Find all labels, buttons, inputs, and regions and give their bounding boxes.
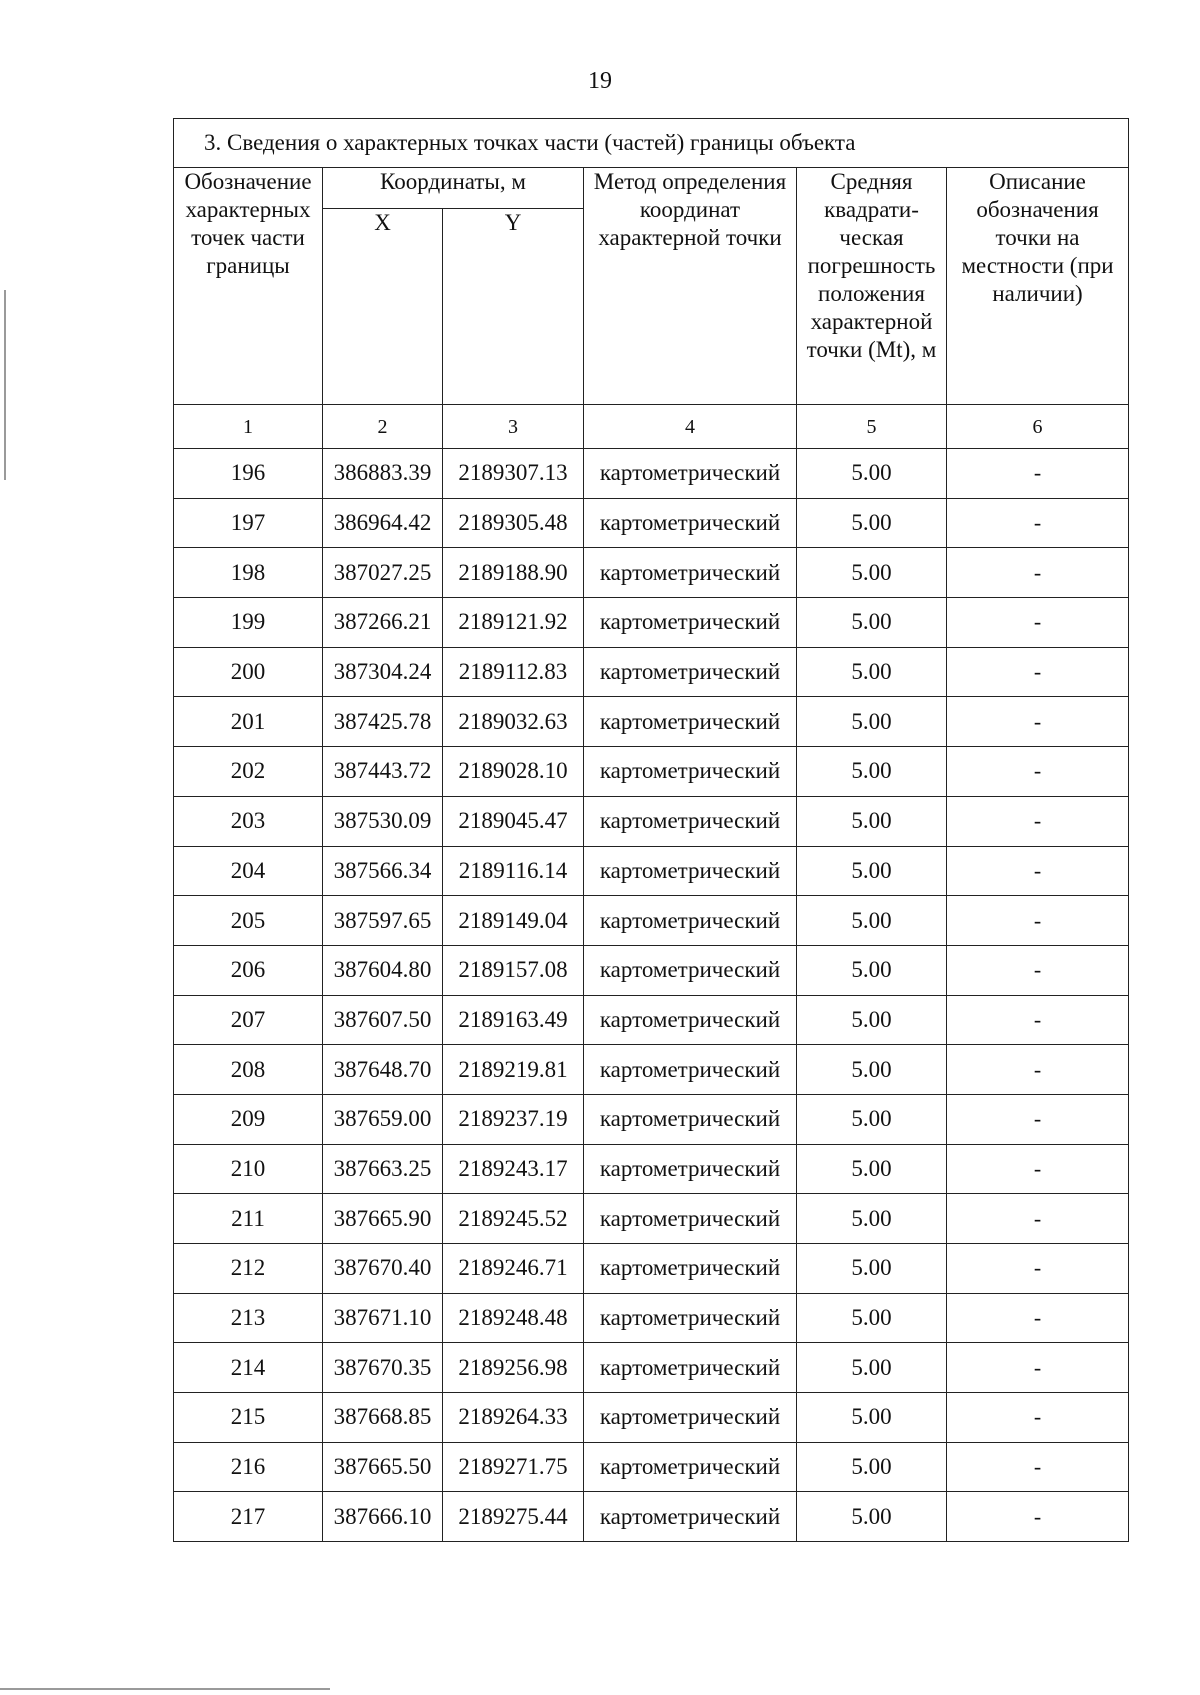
method-cell: картометрический bbox=[584, 1293, 797, 1343]
error-cell: 5.00 bbox=[797, 548, 947, 598]
x-coordinate-cell: 387304.24 bbox=[323, 647, 443, 697]
y-coordinate-cell: 2189248.48 bbox=[443, 1293, 584, 1343]
description-cell: - bbox=[947, 945, 1129, 995]
table-row bbox=[174, 598, 1129, 648]
method-cell: картометрический bbox=[584, 846, 797, 896]
description-cell: - bbox=[947, 1343, 1129, 1393]
point-number-cell: 207 bbox=[174, 995, 323, 1045]
description-cell: - bbox=[947, 548, 1129, 598]
point-number-cell: 211 bbox=[174, 1194, 323, 1244]
header-designation: Обозначение характерных точек части границы bbox=[174, 168, 323, 405]
table-row bbox=[174, 1094, 1129, 1144]
y-coordinate-cell: 2189243.17 bbox=[443, 1144, 584, 1194]
point-number-cell: 199 bbox=[174, 598, 323, 648]
description-cell: - bbox=[947, 1144, 1129, 1194]
y-coordinate-cell: 2189305.48 bbox=[443, 498, 584, 548]
x-coordinate-cell: 387648.70 bbox=[323, 1045, 443, 1095]
error-cell: 5.00 bbox=[797, 1343, 947, 1393]
table-row bbox=[174, 747, 1129, 797]
description-cell: - bbox=[947, 747, 1129, 797]
point-number-cell: 209 bbox=[174, 1094, 323, 1144]
method-cell: картометрический bbox=[584, 1442, 797, 1492]
error-cell: 5.00 bbox=[797, 995, 947, 1045]
y-coordinate-cell: 2189245.52 bbox=[443, 1194, 584, 1244]
table-row bbox=[174, 1442, 1129, 1492]
x-coordinate-cell: 387443.72 bbox=[323, 747, 443, 797]
method-cell: картометрический bbox=[584, 598, 797, 648]
method-cell: картометрический bbox=[584, 1045, 797, 1095]
table-row bbox=[174, 1045, 1129, 1095]
method-cell: картометрический bbox=[584, 1393, 797, 1443]
error-cell: 5.00 bbox=[797, 846, 947, 896]
method-cell: картометрический bbox=[584, 1343, 797, 1393]
header-description: Описание обозначения точки на местности (при наличии) bbox=[947, 168, 1129, 405]
description-cell: - bbox=[947, 796, 1129, 846]
error-cell: 5.00 bbox=[797, 1194, 947, 1244]
x-coordinate-cell: 387665.50 bbox=[323, 1442, 443, 1492]
point-number-cell: 196 bbox=[174, 449, 323, 499]
section-title-row bbox=[174, 119, 1129, 168]
scan-artifact-left bbox=[4, 290, 6, 480]
error-cell: 5.00 bbox=[797, 1094, 947, 1144]
table-row bbox=[174, 896, 1129, 946]
description-cell: - bbox=[947, 896, 1129, 946]
point-number-cell: 210 bbox=[174, 1144, 323, 1194]
error-cell: 5.00 bbox=[797, 796, 947, 846]
y-coordinate-cell: 2189271.75 bbox=[443, 1442, 584, 1492]
table-row bbox=[174, 449, 1129, 499]
x-coordinate-cell: 387566.34 bbox=[323, 846, 443, 896]
boundary-points-table bbox=[173, 118, 1129, 1542]
y-coordinate-cell: 2189188.90 bbox=[443, 548, 584, 598]
description-cell: - bbox=[947, 598, 1129, 648]
y-coordinate-cell: 2189307.13 bbox=[443, 449, 584, 499]
table-row bbox=[174, 945, 1129, 995]
method-cell: картометрический bbox=[584, 1144, 797, 1194]
x-coordinate-cell: 387668.85 bbox=[323, 1393, 443, 1443]
description-cell: - bbox=[947, 1442, 1129, 1492]
x-coordinate-cell: 387665.90 bbox=[323, 1194, 443, 1244]
header-x: X bbox=[323, 209, 443, 405]
method-cell: картометрический bbox=[584, 945, 797, 995]
y-coordinate-cell: 2189237.19 bbox=[443, 1094, 584, 1144]
y-coordinate-cell: 2189246.71 bbox=[443, 1244, 584, 1294]
method-cell: картометрический bbox=[584, 747, 797, 797]
y-coordinate-cell: 2189219.81 bbox=[443, 1045, 584, 1095]
x-coordinate-cell: 387670.35 bbox=[323, 1343, 443, 1393]
point-number-cell: 205 bbox=[174, 896, 323, 946]
method-cell: картометрический bbox=[584, 697, 797, 747]
error-cell: 5.00 bbox=[797, 747, 947, 797]
table-row bbox=[174, 1293, 1129, 1343]
method-cell: картометрический bbox=[584, 1492, 797, 1542]
error-cell: 5.00 bbox=[797, 896, 947, 946]
method-cell: картометрический bbox=[584, 1194, 797, 1244]
x-coordinate-cell: 387604.80 bbox=[323, 945, 443, 995]
header-coordinates: Координаты, м bbox=[323, 168, 584, 209]
point-number-cell: 216 bbox=[174, 1442, 323, 1492]
y-coordinate-cell: 2189264.33 bbox=[443, 1393, 584, 1443]
table-row bbox=[174, 1194, 1129, 1244]
error-cell: 5.00 bbox=[797, 1442, 947, 1492]
error-cell: 5.00 bbox=[797, 945, 947, 995]
description-cell: - bbox=[947, 1293, 1129, 1343]
description-cell: - bbox=[947, 846, 1129, 896]
y-coordinate-cell: 2189032.63 bbox=[443, 697, 584, 747]
description-cell: - bbox=[947, 1045, 1129, 1095]
x-coordinate-cell: 387027.25 bbox=[323, 548, 443, 598]
error-cell: 5.00 bbox=[797, 647, 947, 697]
point-number-cell: 204 bbox=[174, 846, 323, 896]
table-row bbox=[174, 1144, 1129, 1194]
table-row bbox=[174, 1343, 1129, 1393]
table-row bbox=[174, 548, 1129, 598]
x-coordinate-cell: 387663.25 bbox=[323, 1144, 443, 1194]
point-number-cell: 213 bbox=[174, 1293, 323, 1343]
x-coordinate-cell: 387530.09 bbox=[323, 796, 443, 846]
description-cell: - bbox=[947, 1094, 1129, 1144]
y-coordinate-cell: 2189256.98 bbox=[443, 1343, 584, 1393]
x-coordinate-cell: 386964.42 bbox=[323, 498, 443, 548]
method-cell: картометрический bbox=[584, 449, 797, 499]
method-cell: картометрический bbox=[584, 1244, 797, 1294]
description-cell: - bbox=[947, 697, 1129, 747]
description-cell: - bbox=[947, 498, 1129, 548]
description-cell: - bbox=[947, 449, 1129, 499]
y-coordinate-cell: 2189045.47 bbox=[443, 796, 584, 846]
x-coordinate-cell: 387425.78 bbox=[323, 697, 443, 747]
table-row bbox=[174, 697, 1129, 747]
point-number-cell: 198 bbox=[174, 548, 323, 598]
x-coordinate-cell: 387659.00 bbox=[323, 1094, 443, 1144]
column-number-row bbox=[174, 405, 1129, 449]
y-coordinate-cell: 2189121.92 bbox=[443, 598, 584, 648]
point-number-cell: 212 bbox=[174, 1244, 323, 1294]
point-number-cell: 201 bbox=[174, 697, 323, 747]
x-coordinate-cell: 387670.40 bbox=[323, 1244, 443, 1294]
description-cell: - bbox=[947, 1244, 1129, 1294]
error-cell: 5.00 bbox=[797, 1244, 947, 1294]
point-number-cell: 206 bbox=[174, 945, 323, 995]
point-number-cell: 208 bbox=[174, 1045, 323, 1095]
description-cell: - bbox=[947, 1194, 1129, 1244]
description-cell: - bbox=[947, 1492, 1129, 1542]
error-cell: 5.00 bbox=[797, 1492, 947, 1542]
method-cell: картометрический bbox=[584, 647, 797, 697]
y-coordinate-cell: 2189028.10 bbox=[443, 747, 584, 797]
column-number: 5 bbox=[797, 405, 947, 449]
table-row bbox=[174, 846, 1129, 896]
column-number: 6 bbox=[947, 405, 1129, 449]
section-title: 3. Сведения о характерных точках части (частей) границы объекта bbox=[174, 119, 1129, 168]
table-row bbox=[174, 498, 1129, 548]
header-row-1 bbox=[174, 168, 1129, 209]
y-coordinate-cell: 2189275.44 bbox=[443, 1492, 584, 1542]
method-cell: картометрический bbox=[584, 548, 797, 598]
y-coordinate-cell: 2189157.08 bbox=[443, 945, 584, 995]
x-coordinate-cell: 387607.50 bbox=[323, 995, 443, 1045]
error-cell: 5.00 bbox=[797, 1045, 947, 1095]
column-number: 2 bbox=[323, 405, 443, 449]
table-row bbox=[174, 647, 1129, 697]
description-cell: - bbox=[947, 995, 1129, 1045]
method-cell: картометрический bbox=[584, 498, 797, 548]
error-cell: 5.00 bbox=[797, 1393, 947, 1443]
point-number-cell: 197 bbox=[174, 498, 323, 548]
column-number: 1 bbox=[174, 405, 323, 449]
error-cell: 5.00 bbox=[797, 598, 947, 648]
x-coordinate-cell: 387266.21 bbox=[323, 598, 443, 648]
error-cell: 5.00 bbox=[797, 449, 947, 499]
header-method: Метод определения координат характерной точки bbox=[584, 168, 797, 405]
point-number-cell: 215 bbox=[174, 1393, 323, 1443]
error-cell: 5.00 bbox=[797, 498, 947, 548]
table-row bbox=[174, 995, 1129, 1045]
table-row bbox=[174, 796, 1129, 846]
method-cell: картометрический bbox=[584, 896, 797, 946]
y-coordinate-cell: 2189112.83 bbox=[443, 647, 584, 697]
error-cell: 5.00 bbox=[797, 697, 947, 747]
error-cell: 5.00 bbox=[797, 1144, 947, 1194]
point-number-cell: 214 bbox=[174, 1343, 323, 1393]
scan-artifact-bottom bbox=[0, 1688, 330, 1690]
method-cell: картометрический bbox=[584, 796, 797, 846]
method-cell: картометрический bbox=[584, 995, 797, 1045]
method-cell: картометрический bbox=[584, 1094, 797, 1144]
description-cell: - bbox=[947, 1393, 1129, 1443]
error-cell: 5.00 bbox=[797, 1293, 947, 1343]
table-row bbox=[174, 1393, 1129, 1443]
x-coordinate-cell: 387597.65 bbox=[323, 896, 443, 946]
point-number-cell: 202 bbox=[174, 747, 323, 797]
x-coordinate-cell: 387671.10 bbox=[323, 1293, 443, 1343]
page-number: 19 bbox=[588, 68, 612, 94]
x-coordinate-cell: 387666.10 bbox=[323, 1492, 443, 1542]
point-number-cell: 203 bbox=[174, 796, 323, 846]
header-error: Средняя квадрати- ческая погрешность положения характерной точки (Mt), м bbox=[797, 168, 947, 405]
point-number-cell: 217 bbox=[174, 1492, 323, 1542]
y-coordinate-cell: 2189149.04 bbox=[443, 896, 584, 946]
point-number-cell: 200 bbox=[174, 647, 323, 697]
column-number: 3 bbox=[443, 405, 584, 449]
y-coordinate-cell: 2189163.49 bbox=[443, 995, 584, 1045]
table-row bbox=[174, 1492, 1129, 1542]
description-cell: - bbox=[947, 647, 1129, 697]
table-row bbox=[174, 1244, 1129, 1294]
header-y: Y bbox=[443, 209, 584, 405]
column-number: 4 bbox=[584, 405, 797, 449]
y-coordinate-cell: 2189116.14 bbox=[443, 846, 584, 896]
x-coordinate-cell: 386883.39 bbox=[323, 449, 443, 499]
